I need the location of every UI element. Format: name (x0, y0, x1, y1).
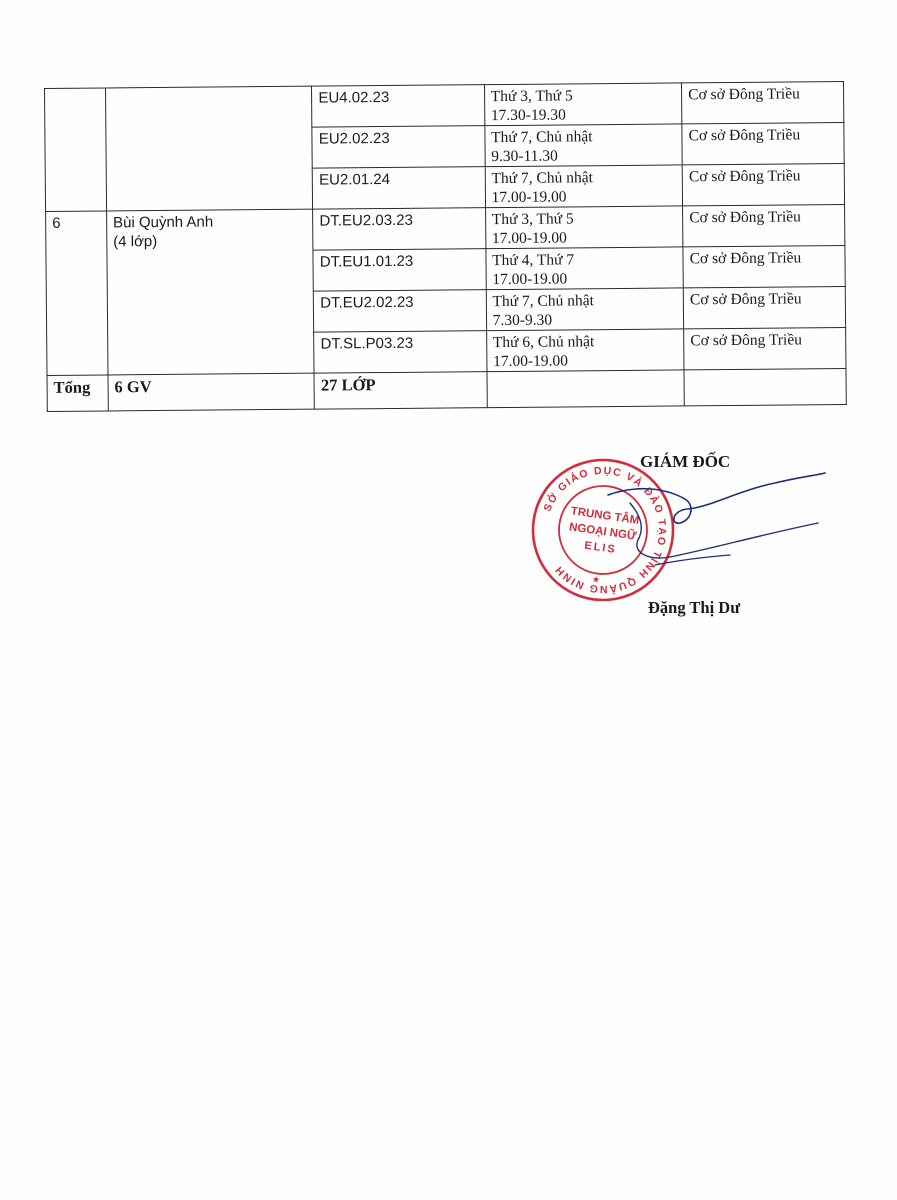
seal-outer-ring (528, 455, 678, 605)
empty-cell (487, 370, 685, 408)
schedule-cell (485, 206, 683, 249)
schedule-cell (484, 124, 682, 167)
official-seal (528, 455, 678, 605)
location-cell: Cơ sở Đông Triều (682, 82, 844, 124)
schedule-days: Thứ 3, Thứ 5 (491, 210, 574, 229)
empty-cell (684, 369, 846, 406)
schedule-cell (484, 83, 682, 126)
schedule-days: Thứ 6, Chủ nhật (492, 333, 595, 352)
schedule-days: Thứ 7, Chủ nhật (492, 292, 594, 311)
class-schedule-table (44, 81, 847, 412)
class-code-cell: EU2.02.23 (312, 126, 485, 169)
seal-shape (528, 455, 678, 605)
schedule-cell (485, 165, 683, 208)
schedule-days: Thứ 7, Chủ nhật (491, 128, 593, 147)
seal-center-line-3: ELIS (583, 539, 618, 557)
class-code-cell: DT.EU1.01.23 (313, 249, 486, 292)
schedule-time: 17.00-19.00 (491, 229, 567, 248)
schedule-time: 17.30-19.30 (490, 106, 566, 125)
location-cell: Cơ sở Đông Triều (682, 123, 844, 165)
handwritten-signature (600, 465, 830, 575)
schedule-time: 17.00-19.00 (492, 270, 568, 289)
table-row (45, 82, 844, 130)
seal-ring-text: SỞ GIÁO DỤC VÀ ĐÀO TẠO TỈNH QUẢNG NINH (541, 464, 669, 596)
schedule-time: 17.00-19.00 (492, 352, 569, 371)
director-title: GIÁM ĐỐC (640, 452, 731, 471)
total-classes: 27 LỚP (314, 372, 487, 410)
schedule-days: Thứ 7, Chủ nhật (491, 169, 593, 188)
table-row (46, 205, 845, 253)
schedule-time: 7.30-9.30 (492, 311, 553, 330)
class-code-cell: EU4.02.23 (312, 85, 485, 128)
teacher-cell-empty (105, 86, 313, 211)
director-name: Đặng Thị Dư (648, 598, 741, 617)
total-teachers: 6 GV (108, 373, 315, 411)
schedule-days: Thứ 4, Thứ 7 (492, 251, 575, 270)
class-code-cell: DT.EU2.02.23 (314, 290, 487, 333)
schedule-cell (486, 288, 684, 331)
teacher-cell (106, 209, 314, 375)
location-cell: Cơ sở Đông Triều (684, 328, 846, 370)
total-label: Tổng (47, 375, 108, 412)
seal-center-line-2: NGOẠI NGỮ (568, 521, 638, 543)
location-cell: Cơ sở Đông Triều (683, 205, 845, 247)
teacher-class-count: (4 lớp) (113, 233, 158, 251)
total-row (47, 369, 846, 412)
location-cell: Cơ sở Đông Triều (682, 164, 844, 206)
class-code-cell: EU2.01.24 (313, 167, 486, 210)
teacher-name: Bùi Quỳnh Anh (112, 213, 214, 232)
stt-cell-empty (45, 88, 107, 212)
schedule-cell (486, 329, 684, 372)
seal-center-line-1: TRUNG TÂM (569, 505, 640, 527)
class-code-cell: DT.SL.P03.23 (314, 331, 487, 374)
schedule-time: 17.00-19.00 (491, 188, 567, 207)
stt-cell: 6 (46, 211, 108, 376)
schedule-cell (486, 247, 684, 290)
seal-inner-ring (553, 480, 652, 579)
schedule-days: Thứ 3, Thứ 5 (490, 87, 573, 106)
class-code-cell: DT.EU2.03.23 (313, 208, 486, 251)
location-cell: Cơ sở Đông Triều (683, 287, 845, 329)
seal-star-icon: ★ (591, 573, 601, 586)
location-cell: Cơ sở Đông Triều (683, 246, 845, 288)
schedule-time: 9.30-11.30 (491, 147, 558, 166)
